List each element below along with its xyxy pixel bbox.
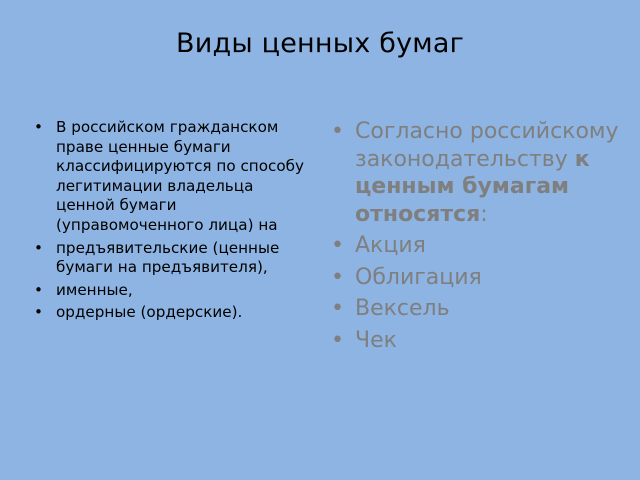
bullet-icon: • <box>34 238 43 257</box>
left-list-item <box>32 239 314 278</box>
security-type-cheque: Чек <box>355 327 397 353</box>
bullet-icon: • <box>331 119 344 144</box>
bullet-icon: • <box>331 233 344 258</box>
left-item-text: именные, <box>56 280 133 299</box>
security-type-bond: Облигация <box>355 264 482 290</box>
right-list-item <box>330 232 630 260</box>
left-item-text: предъявительские (ценные бумаги на предъявителя), <box>56 238 280 277</box>
left-list-item <box>32 281 314 301</box>
right-list-item <box>330 327 630 355</box>
slide-title: Виды ценных бумаг <box>176 28 464 59</box>
intro-colon: : <box>480 201 488 227</box>
bullet-icon: • <box>34 280 43 299</box>
intro-bold-text: к ценным бумагам относятся <box>355 146 590 227</box>
bullet-icon: • <box>34 118 43 136</box>
bullet-icon: • <box>34 303 43 322</box>
left-bullet-list <box>32 118 314 326</box>
security-type-share: Акция <box>355 233 426 258</box>
right-list-item <box>330 264 630 292</box>
left-item-text: ордерные (ордерские). <box>56 303 243 322</box>
right-list-item <box>330 295 630 323</box>
left-item-text: В российском гражданском праве ценные бумаги классифицируются по способу легитимации владельца ценной бумаги (управомоченного лица) на <box>56 118 305 234</box>
security-type-bill: Вексель <box>355 296 450 321</box>
left-list-item <box>32 118 314 236</box>
right-bullet-list <box>330 118 630 358</box>
left-list-item <box>32 303 314 323</box>
right-intro-item <box>330 118 630 228</box>
bullet-icon: • <box>331 296 344 321</box>
bullet-icon: • <box>331 327 344 353</box>
bullet-icon: • <box>331 264 344 290</box>
intro-regular-text: Согласно российскому законодательству <box>355 119 619 172</box>
